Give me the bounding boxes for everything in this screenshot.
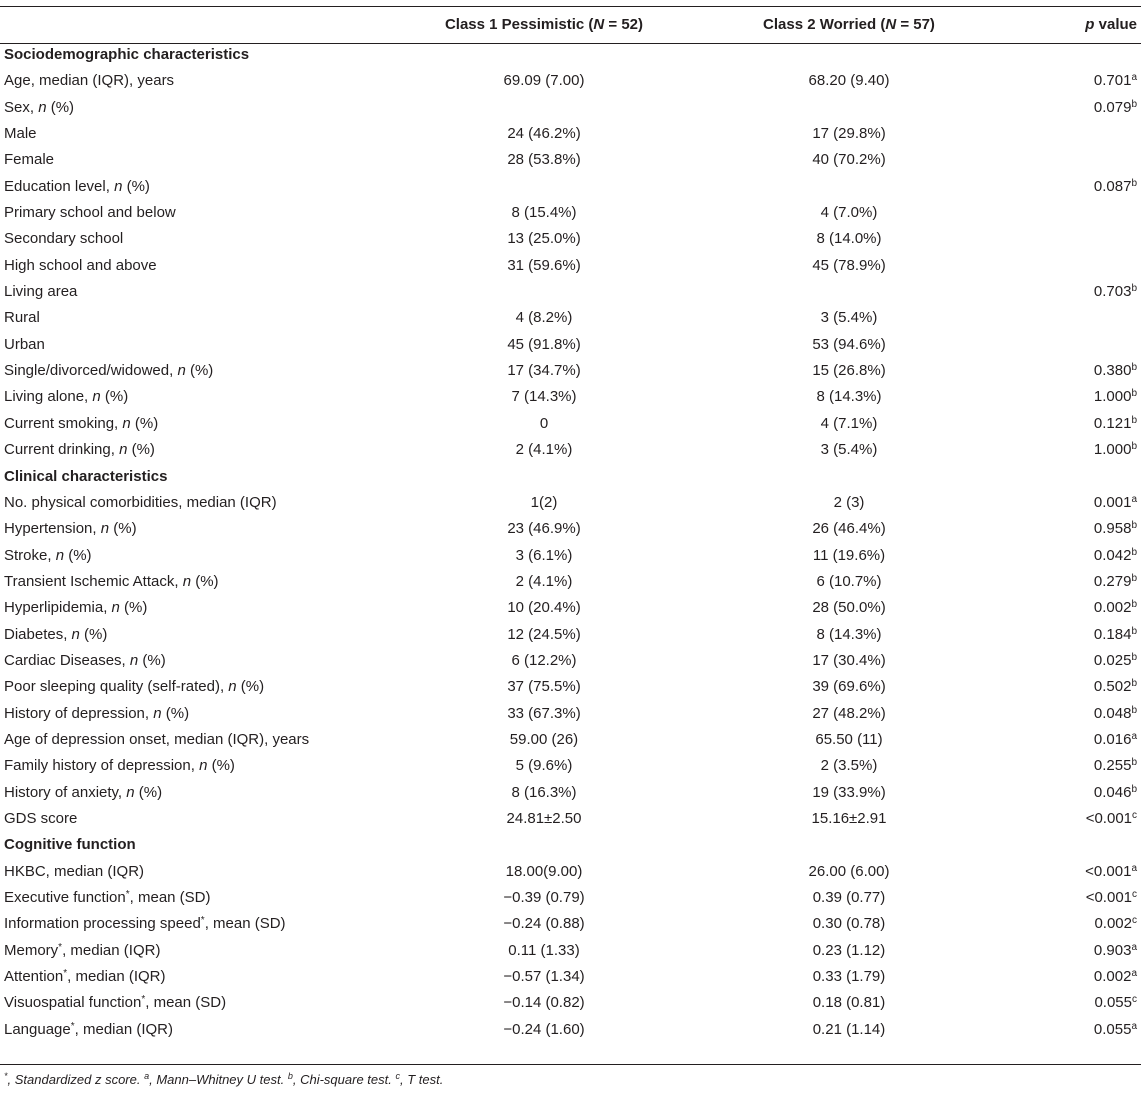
class1-value: 18.00(9.00) [505,862,583,880]
row-label: GDS score [4,809,78,827]
p-value: 0.701$^a$ [1093,72,1137,90]
class1-value: 0 [539,414,549,432]
class2-value: 53 (94.6%) [812,335,886,353]
p-value: 0.184$^b$ [1093,625,1137,643]
class1-value: 1(2) [530,493,558,511]
class1-value: 12 (24.5%) [507,625,581,643]
class1-value: 24 (46.2%) [507,125,581,143]
class2-value [694,174,1004,200]
class1-value: −0.24 (0.88) [503,915,585,933]
class2-value: 4 (7.1%) [820,414,878,432]
p-value: <0.001$^a$ [1085,862,1137,880]
p-value: 0.079$^b$ [1093,98,1137,116]
class2-value: 0.30 (0.78) [812,915,886,933]
class2-value: 65.50 (11) [815,730,883,748]
p-value: 0.121$^b$ [1093,414,1137,432]
table-row [0,200,1145,226]
row-label: History of depression, n (%) [4,704,190,722]
class1-value: 10 (20.4%) [507,599,581,617]
class1-value: 17 (34.7%) [507,362,581,380]
class1-value: −0.57 (1.34) [503,968,585,986]
table-body [0,42,1145,1043]
class1-value: −0.24 (1.60) [503,1020,585,1038]
class1-value: 69.09 (7.00) [503,72,585,90]
class2-value: 15 (26.8%) [812,362,886,380]
header-class2: Class 2 Worried (N = 57) [763,16,935,33]
class2-value: 39 (69.6%) [812,678,886,696]
table-row [0,674,1145,700]
class1-value: 8 (15.4%) [511,204,577,222]
p-value: 0.042$^b$ [1093,546,1137,564]
table-row [0,358,1145,384]
table-row [0,174,1145,200]
class2-value: 17 (30.4%) [812,651,886,669]
row-label: Transient Ischemic Attack, n (%) [4,572,219,590]
table-row [0,569,1145,595]
row-label: Single/divorced/widowed, n (%) [4,362,214,380]
class1-value: 4 (8.2%) [515,309,573,327]
p-value: 0.087$^b$ [1093,177,1137,195]
class1-value: 59.00 (26) [509,730,579,748]
row-label: Age of depression onset, median (IQR), years [4,730,310,748]
p-value [1004,121,1145,147]
row-label: Visuospatial function*, mean (SD) [4,994,227,1012]
class2-value: 45 (78.9%) [812,256,886,274]
p-value: 0.502$^b$ [1093,678,1137,696]
table-row [0,147,1145,173]
row-label: Sex, n (%) [4,98,75,116]
class1-value [394,279,694,305]
footnote: *, Standardized z score. $^a$, Mann–Whitney U test. $^b$, Chi-square test. $^c$, T test. [4,1071,444,1087]
class2-value: 19 (33.9%) [812,783,886,801]
p-value: 0.380$^b$ [1093,362,1137,380]
table-row [0,253,1145,279]
results-table [0,8,1145,1043]
p-value: 0.255$^b$ [1093,757,1137,775]
row-label: Age, median (IQR), years [4,72,175,90]
table-row [0,543,1145,569]
header-variable [0,8,394,42]
class1-value: −0.39 (0.79) [503,889,585,906]
table-row [0,885,1145,911]
table-row [0,68,1145,94]
class2-value: 4 (7.0%) [820,204,878,222]
table-row [0,121,1145,147]
row-label: Female [4,151,55,169]
class2-value: 0.23 (1.12) [812,941,886,959]
class2-value: 3 (5.4%) [820,309,878,327]
p-value: 0.001$^a$ [1093,493,1137,511]
class2-value: 6 (10.7%) [816,572,882,590]
table-row [0,384,1145,410]
class1-value: 23 (46.9%) [507,520,581,538]
class2-value: 0.33 (1.79) [812,968,886,986]
class1-value: 3 (6.1%) [515,546,573,564]
class2-value: 11 (19.6%) [812,546,886,564]
row-label: Urban [4,335,45,353]
p-value: 0.958$^b$ [1093,520,1137,538]
class1-value: 31 (59.6%) [507,256,581,274]
row-label: High school and above [4,256,157,274]
class1-value [394,174,694,200]
class1-value: 2 (4.1%) [515,441,573,459]
class1-value: 13 (25.0%) [507,230,581,248]
class1-value: 5 (9.6%) [515,757,573,775]
header-class1: Class 1 Pessimistic (N = 52) [444,16,644,33]
p-value: <0.001$^c$ [1085,809,1137,827]
table-row [0,780,1145,806]
class2-value: 17 (29.8%) [812,125,886,143]
table-row [0,279,1145,305]
p-value: 1.000$^b$ [1093,441,1137,459]
p-value [1004,200,1145,226]
class2-value: 3 (5.4%) [820,441,878,459]
class2-value: 27 (48.2%) [812,704,886,722]
p-value: 1.000$^b$ [1093,388,1137,406]
row-label: Hyperlipidemia, n (%) [4,599,148,617]
table-row [0,806,1145,832]
class1-value: 28 (53.8%) [507,151,581,169]
p-value: 0.048$^b$ [1093,704,1137,722]
table-row [0,990,1145,1016]
p-value: 0.903$^a$ [1093,941,1137,959]
section-row [0,464,1145,490]
section-heading: Clinical characteristics [4,467,168,485]
table-row [0,622,1145,648]
row-label: Male [4,125,37,143]
row-label: Attention*, median (IQR) [4,968,166,986]
table-row [0,938,1145,964]
row-label: Primary school and below [4,204,176,222]
row-label: Language*, median (IQR) [4,1020,174,1038]
p-value [1004,332,1145,358]
bottom-rule [0,1064,1141,1065]
p-value: 0.055$^c$ [1094,994,1137,1012]
header-pvalue: p value [1085,16,1137,33]
class2-value: 26 (46.4%) [812,520,886,538]
table-row [0,411,1145,437]
section-heading: Cognitive function [4,836,136,854]
row-label: Rural [4,309,40,327]
p-value: 0.016$^a$ [1093,730,1137,748]
row-label: Stroke, n (%) [4,546,92,564]
table-row [0,305,1145,331]
p-value: 0.055$^a$ [1093,1020,1137,1038]
class2-value: 0.21 (1.14) [812,1020,886,1038]
class2-value: 2 (3.5%) [820,757,878,775]
class2-value: 2 (3) [833,493,865,511]
row-label: Poor sleeping quality (self-rated), n (%) [4,678,265,696]
table-row [0,1017,1145,1043]
class2-value: 8 (14.3%) [816,388,882,406]
class2-value: 8 (14.0%) [816,230,882,248]
row-label: Executive function*, mean (SD) [4,889,211,906]
top-rule [0,6,1141,7]
p-value: 0.703$^b$ [1093,283,1137,301]
table-row [0,516,1145,542]
p-value: 0.025$^b$ [1093,651,1137,669]
row-label: Cardiac Diseases, n (%) [4,651,166,669]
row-label: HKBC, median (IQR) [4,862,145,880]
class1-value: 24.81±2.50 [506,809,582,827]
row-label: No. physical comorbidities, median (IQR) [4,493,277,511]
class2-value: 0.39 (0.77) [812,889,886,906]
class1-value: 45 (91.8%) [507,335,581,353]
table-row [0,490,1145,516]
p-value [1004,305,1145,331]
table-row [0,437,1145,463]
section-row [0,832,1145,858]
table-row [0,648,1145,674]
row-label: Living alone, n (%) [4,388,129,406]
row-label: Secondary school [4,230,124,248]
class1-value: 33 (67.3%) [507,704,581,722]
row-label: Family history of depression, n (%) [4,757,235,775]
row-label: Current drinking, n (%) [4,441,155,459]
p-value: 0.002$^a$ [1093,968,1137,986]
table-row [0,911,1145,937]
header-row [0,8,1145,42]
row-label: Hypertension, n (%) [4,520,137,538]
class2-value: 40 (70.2%) [812,151,886,169]
p-value: <0.001$^c$ [1085,889,1137,906]
table-row [0,753,1145,779]
p-value [1004,226,1145,252]
class1-value: −0.14 (0.82) [503,994,585,1012]
class2-value: 8 (14.3%) [816,625,882,643]
table-row [0,727,1145,753]
table-row [0,226,1145,252]
class1-value [394,95,694,121]
table-row [0,95,1145,121]
class2-value: 26.00 (6.00) [808,862,890,880]
row-label: Diabetes, n (%) [4,625,108,643]
class1-value: 0.11 (1.33) [508,941,580,959]
class1-value: 7 (14.3%) [511,388,577,406]
p-value: 0.002$^b$ [1093,599,1137,617]
class1-value: 37 (75.5%) [507,678,581,696]
class2-value: 15.16±2.91 [811,809,887,827]
row-label: Memory*, median (IQR) [4,941,161,959]
table-row [0,701,1145,727]
row-label: History of anxiety, n (%) [4,783,163,801]
class2-value: 68.20 (9.40) [808,72,890,90]
class2-value: 28 (50.0%) [812,599,886,617]
table-row [0,595,1145,621]
class1-value: 6 (12.2%) [511,651,577,669]
class2-value [694,279,1004,305]
section-row [0,42,1145,68]
p-value [1004,147,1145,173]
section-heading: Sociodemographic characteristics [4,46,250,63]
table-row [0,332,1145,358]
table-row [0,859,1145,885]
class2-value: 0.18 (0.81) [812,994,886,1012]
p-value: 0.002$^c$ [1094,915,1137,933]
p-value: 0.046$^b$ [1093,783,1137,801]
row-label: Living area [4,283,78,301]
class1-value: 2 (4.1%) [515,572,573,590]
p-value [1004,253,1145,279]
table-row [0,964,1145,990]
row-label: Information processing speed*, mean (SD) [4,915,286,933]
row-label: Education level, n (%) [4,177,150,195]
p-value: 0.279$^b$ [1093,572,1137,590]
class2-value [694,95,1004,121]
row-label: Current smoking, n (%) [4,414,159,432]
class1-value: 8 (16.3%) [511,783,577,801]
